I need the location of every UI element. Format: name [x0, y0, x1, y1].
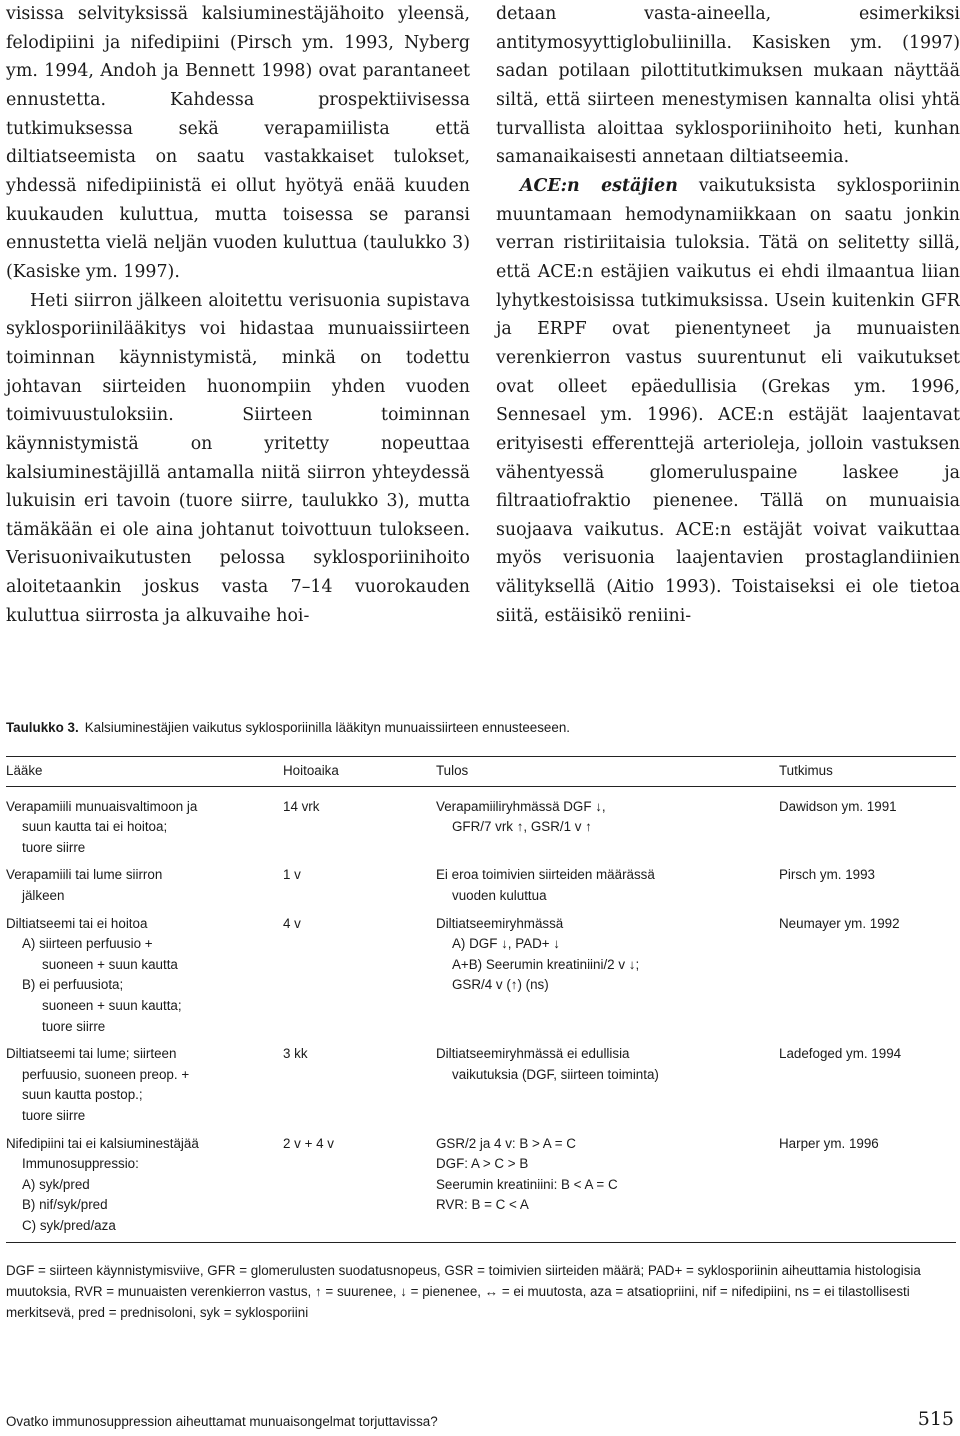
cell-result: Diltiatseemiryhmässä ei edullisia vaikutuksia (DGF, siirteen toiminta): [436, 1046, 659, 1082]
cell-result: GSR/2 ja 4 v: B > A = C DGF: A > C > B Seerumin kreatiniini: B < A = C RVR: B = C < A: [436, 1134, 779, 1243]
text-column-right: [496, 0, 960, 630]
column-header-drug: Lääke: [6, 757, 283, 787]
cell-drug: Verapamiili tai lume siirron jälkeen: [6, 867, 163, 903]
cell-drug: Diltiatseemi tai ei hoitoa A) siirteen perfuusio + suoneen + suun kautta B) ei perfuusiota; suoneen + suun kautta; tuore siirre: [6, 915, 182, 1034]
table-row: [6, 914, 956, 1045]
cell-drug: Verapamiili munuaisvaltimoon ja suun kautta tai ei hoitoa; tuore siirre: [6, 798, 198, 855]
data-table: [6, 756, 956, 1243]
cell-study: Harper ym. 1996: [779, 1134, 956, 1243]
table-row: [6, 1134, 956, 1243]
table-row: [6, 1044, 956, 1133]
column-header-result: Tulos: [436, 757, 779, 787]
cell-result: Diltiatseemiryhmässä A) DGF ↓, PAD+ ↓ A+B) Seerumin kreatiniini/2 v ↓; GSR/4 v (↑) (ns): [436, 915, 640, 993]
table-row: [6, 786, 956, 865]
table-caption: [6, 718, 956, 738]
table-row: [6, 865, 956, 913]
table-label: Taulukko 3.: [6, 720, 79, 735]
paragraph: [496, 172, 960, 631]
text-column-left: [6, 0, 470, 630]
paragraph: visissa selvityksissä kalsiuminestäjähoito yleensä, felodipiini ja nifedipiini (Pirsch ym. 1993, Nyberg ym. 1994, Andoh ja Bennett 1998) ovat parantaneet ennustetta. Kahdessa prospektiivisessa tutkimuksessa sekä verapamiilista että diltiatseemista on saatu vastakkaiset tulokset, yhdessä nifedipiinistä ei ollut hyötyä enää kuuden kuukauden kuluttua, mutta toisessa se paransi ennustetta vielä neljän vuoden kuluttua (taulukko 3) (Kasiske ym. 1997).: [6, 4, 470, 282]
cell-duration: 4 v: [283, 915, 301, 931]
table-caption-text: Kalsiuminestäjien vaikutus syklosporiinilla lääkityn munuaissiirteen ennusteeseen.: [84, 720, 570, 735]
cell-result: Ei eroa toimivien siirteiden määrässä vuoden kuluttua: [436, 867, 655, 903]
cell-study: Dawidson ym. 1991: [779, 798, 897, 814]
cell-drug: Diltiatseemi tai lume; siirteen perfuusio, suoneen preop. + suun kautta postop.; tuore siirre: [6, 1046, 190, 1123]
cell-duration: 14 vrk: [283, 798, 320, 814]
cell-study: Neumayer ym. 1992: [779, 915, 900, 931]
paragraph-lead-emphasis: ACE:n estäjien: [520, 175, 678, 196]
page-number: 515: [917, 1408, 954, 1430]
paragraph: detaan vasta-aineella, esimerkiksi antitymosyyttiglobuliinilla. Kasisken ym. (1997) sadan potilaan pilottitutkimuksen mukaan näyttää siltä, että siirteen menestymisen kannalta olisi yhtä turvallista aloittaa syklosporiinihoito heti, kunhan samanaikaisesti annetaan diltiatseemia.: [496, 4, 960, 168]
table-header-row: [6, 757, 956, 787]
cell-study: Ladefoged ym. 1994: [779, 1046, 902, 1062]
cell-duration: 2 v + 4 v: [283, 1134, 436, 1243]
table-footnote: DGF = siirteen käynnistymisviive, GFR = glomerulusten suodatusnopeus, GSR = toimivien siirteiden määrä; PAD+ = syklosporiinin aiheuttamia histologisia muutoksia, RVR = munuaisten verenkierron vastus, ↑ = suurenee, ↓ = pienenee, ↔ = ei muutosta, aza = atsatiopriini, nif = nifedipiini, ns = ei tilastollisesti merkitsevä, pred = prednisoloni, syk = syklosporiini: [6, 1263, 921, 1320]
paragraph: Heti siirron jälkeen aloitettu verisuonia supistava syklosporiinilääkitys voi hidastaa munuaissiirteen toiminnan käynnistymistä, minkä on todettu johtavan siirteiden huonompiin yhden vuoden toimivuustuloksiin. Siirteen toiminnan käynnistymistä on yritetty nopeuttaa kalsiuminestäjillä antamalla niitä siirron yhteydessä lukuisin eri tavoin (tuore siirre, taulukko 3), mutta tämäkään ei ole aina johtanut toivottuun tulokseen. Verisuonivaikutusten pelossa syklosporiinihoito aloitetaankin joskus vasta 7–14 vuorokauden kuluttua siirrosta ja alkuvaihe hoi-: [6, 290, 470, 626]
running-footer-title: Ovatko immunosuppression aiheuttamat munuaisongelmat torjuttavissa?: [6, 1414, 438, 1429]
cell-result: Verapamiiliryhmässä DGF ↓, GFR/7 vrk ↑, GSR/1 v ↑: [436, 798, 606, 835]
cell-duration: 1 v: [283, 867, 301, 883]
cell-duration: 3 kk: [283, 1046, 308, 1062]
paragraph-text: vaikutuksista syklosporiinin muuntamaan hemodynamiikkaan on saatu jonkin verran ristiriitaisia tuloksia. Tätä on selitetty sillä, että ACE:n estäjien vaikutus ei ehdi ilmaantua liian lyhytkestoisissa tutkimuksissa. Usein kuitenkin GFR ja ERPF ovat pienentyneet ja munuaisten verenkierron vastus suurentunut eli vaikutukset ovat olleet epäedullisia (Grekas ym. 1996, Sennesael ym. 1996). ACE:n estäjät laajentavat erityisesti efferenttejä arterioleja, jolloin vastuksen vähentyessä glomeruluspaine laskee ja filtraatiofraktio pienenee. Tällä on munuaisia suojaava vaikutus. ACE:n estäjät voivat vaikuttaa myös verisuonia laajentavien prostaglandiinien välityksellä (Aitio 1993). Toistaiseksi ei ole tietoa siitä, estäisikö reniini-: [496, 175, 960, 626]
column-header-study: Tutkimus: [779, 757, 956, 787]
cell-drug: Nifedipiini tai ei kalsiuminestäjää Immunosuppressio: A) syk/pred B) nif/syk/pred C) syk/pred/aza: [6, 1134, 283, 1243]
column-header-duration: Hoitoaika: [283, 757, 436, 787]
cell-study: Pirsch ym. 1993: [779, 867, 876, 883]
